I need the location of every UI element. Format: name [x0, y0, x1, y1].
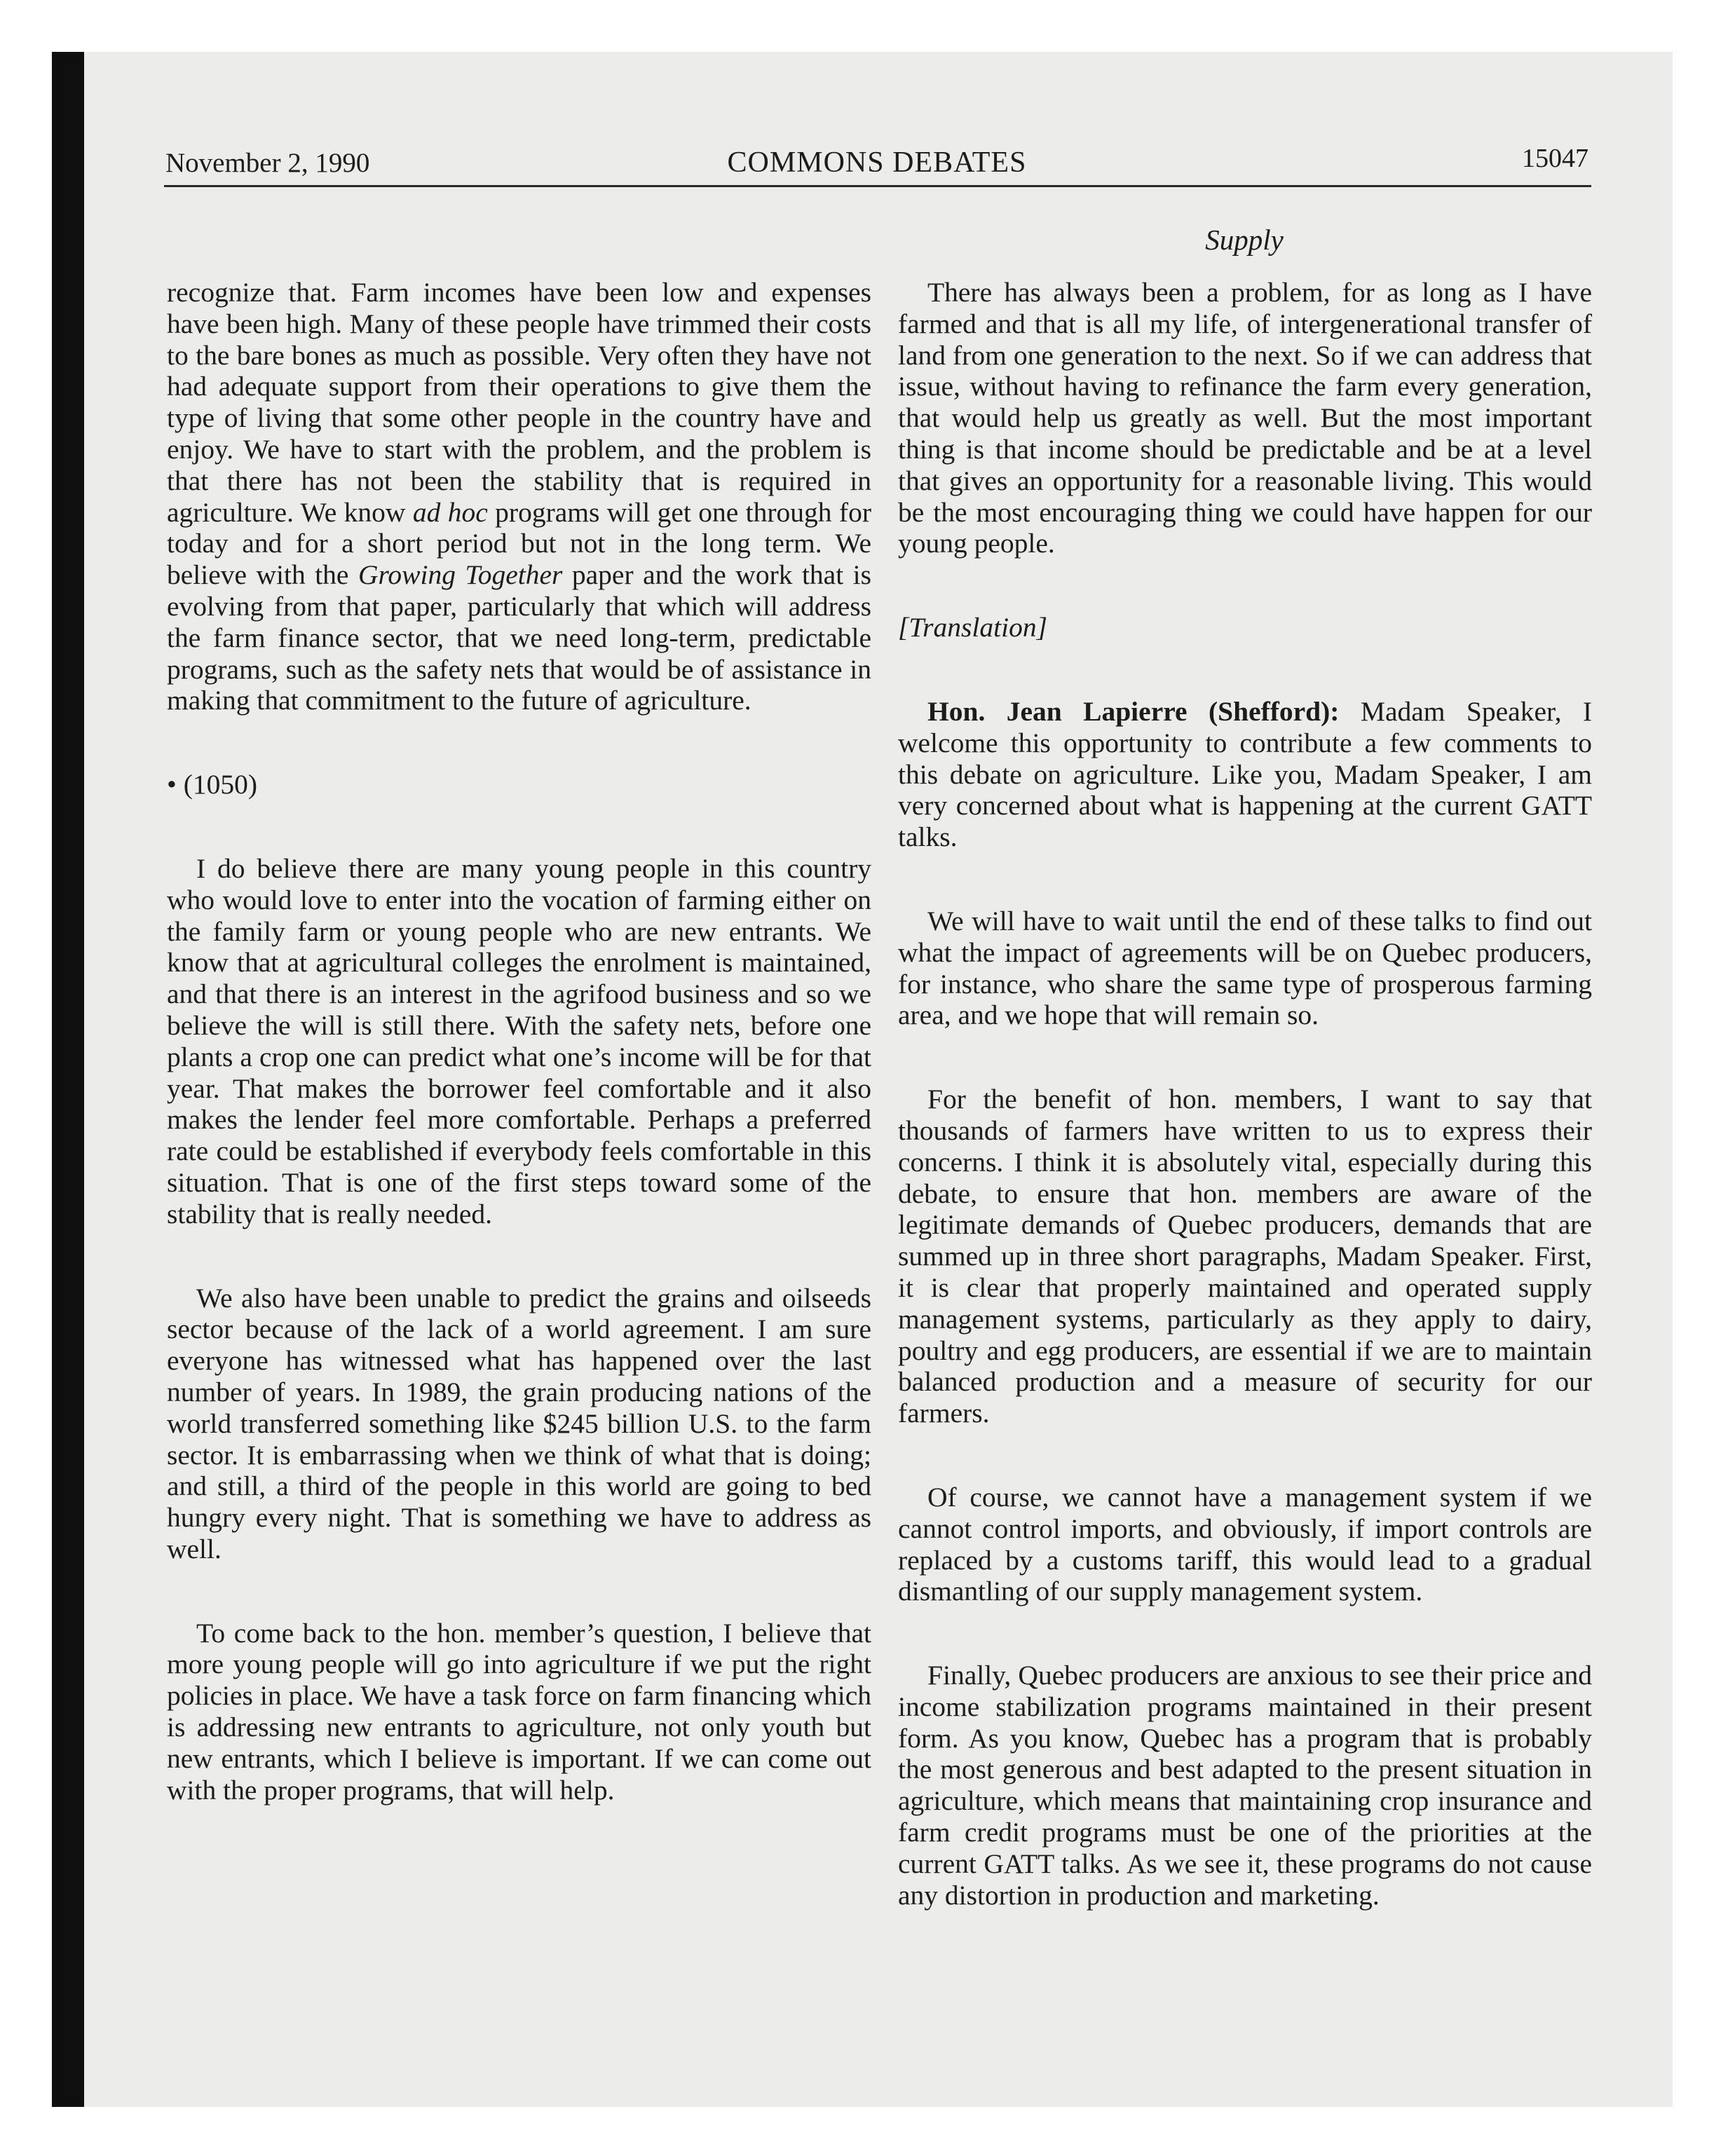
speaker-name: Hon. Jean Lapierre (Shefford): — [927, 695, 1340, 727]
right-column — [898, 277, 1592, 1911]
right-p2-text: Madam Speaker, I welcome this opportunity to contribute a few comments to this debate on agriculture. Like you, Madam Speaker, I am very concerned about what is happening at the current GATT talks. — [898, 695, 1592, 853]
left-paragraph-1 — [167, 277, 871, 716]
page-header — [165, 140, 1588, 182]
left-p1-italic-ad-hoc: ad hoc — [412, 496, 488, 528]
binding-edge — [52, 52, 84, 2107]
header-rule — [164, 185, 1591, 187]
header-page-number: 15047 — [1522, 144, 1588, 173]
section-title: Supply — [1205, 224, 1284, 256]
right-paragraph-5: Of course, we cannot have a management system if we cannot control imports, and obviously, if import controls are replaced by a customs tariff, this would lead to a gradual dismantling of our supply management system. — [898, 1481, 1592, 1607]
left-column — [167, 277, 871, 1806]
left-paragraph-4: To come back to the hon. member’s question, I believe that more young people will go into agriculture if we put the right policies in place. We have a task force on farm financing which is addressing new entrants to agriculture, not only youth but new entrants, which I believe is important. If we can come out with the proper programs, that will help. — [167, 1617, 871, 1806]
right-paragraph-1: There has always been a problem, for as long as I have farmed and that is all my life, of intergenerational transfer of land from one generation to the next. So if we can address that issue, without having to refinance the farm every generation, that would help us greatly as well. But the most important thing is that income should be predictable and be at a level that gives an opportunity for a reasonable living. This would be the most encouraging thing we could have happen for our young people. — [898, 277, 1592, 559]
left-paragraph-3: We also have been unable to predict the grains and oilseeds sector because of the lack of a world agreement. I am sure everyone has witnessed what has happened over the last number of years. In 1989, the grain producing nations of the world transferred something like $245 billion U.S. to the farm sector. It is embarrassing when we think of what that is doing; and still, a third of the people in this world are going to bed hungry every night. That is something we have to address as well. — [167, 1282, 871, 1564]
right-paragraph-3: We will have to wait until the end of these talks to find out what the impact of agreements will be on Quebec producers, for instance, who share the same type of prosperous farming area, and we hope that will remain so. — [898, 905, 1592, 1031]
left-paragraph-2: I do believe there are many young people in this country who would love to enter into the vocation of farming either on the family farm or young people who are new entrants. We know that at agricultural colleges the enrolment is maintained, and that there is an interest in the agrifood business and so we believe the will is still there. With the safety nets, before one plants a crop one can predict what one’s income will be for that year. That makes the borrower feel comfortable and it also makes the lender feel more comfortable. Perhaps a preferred rate could be established if everybody feels comfortable in this situation. That is one of the first steps toward some of the stability that is really needed. — [167, 852, 871, 1229]
time-marker: • (1050) — [167, 769, 258, 800]
left-p1-italic-title: Growing Together — [358, 559, 563, 591]
header-date: November 2, 1990 — [165, 148, 370, 178]
right-paragraph-4: For the benefit of hon. members, I want to say that thousands of farmers have written to us to express their concerns. I think it is absolutely vital, especially during this debate, to ensure that hon. members are aware of the legitimate demands of Quebec producers, demands that are summed up in three short paragraphs, Madam Speaker. First, it is clear that properly maintained and operated supply management systems, particularly as they apply to dairy, poultry and egg producers, are essential if we are to maintain balanced production and a measure of security for our farmers. — [898, 1084, 1592, 1429]
right-paragraph-6: Finally, Quebec producers are anxious to see their price and income stabilization programs maintained in their present form. As you know, Quebec has a program that is probably the most generous and best adapted to the present situation in agriculture, which means that maintaining crop insurance and farm credit programs must be one of the priorities at the current GATT talks. As we see it, these programs do not cause any distortion in production and marketing. — [898, 1660, 1592, 1911]
left-p1-text-c: programs will get one through for today and for a short period but not in the long term. We believe with the — [167, 496, 871, 591]
header-title: COMMONS DEBATES — [727, 146, 1027, 179]
translation-note: [Translation] — [898, 612, 1047, 643]
left-p1-text-a: recognize that. Farm incomes have been low and expenses have been high. Many of these people have trimmed their costs to the bare bones as much as possible. Very often they have not had adequate support from their operations to give them the type of living that some other people in the country have and enjoy. We have to start with the problem, and the problem is that there has not been the stability that is required in agriculture. We know — [167, 277, 871, 528]
right-paragraph-2 — [898, 696, 1592, 853]
left-p1-text-e: paper and the work that is evolving from that paper, particularly that which will address the farm finance sector, that we need long-term, predictable programs, such as the safety nets that would be of assistance in making that commitment to the future of agriculture. — [167, 559, 871, 716]
